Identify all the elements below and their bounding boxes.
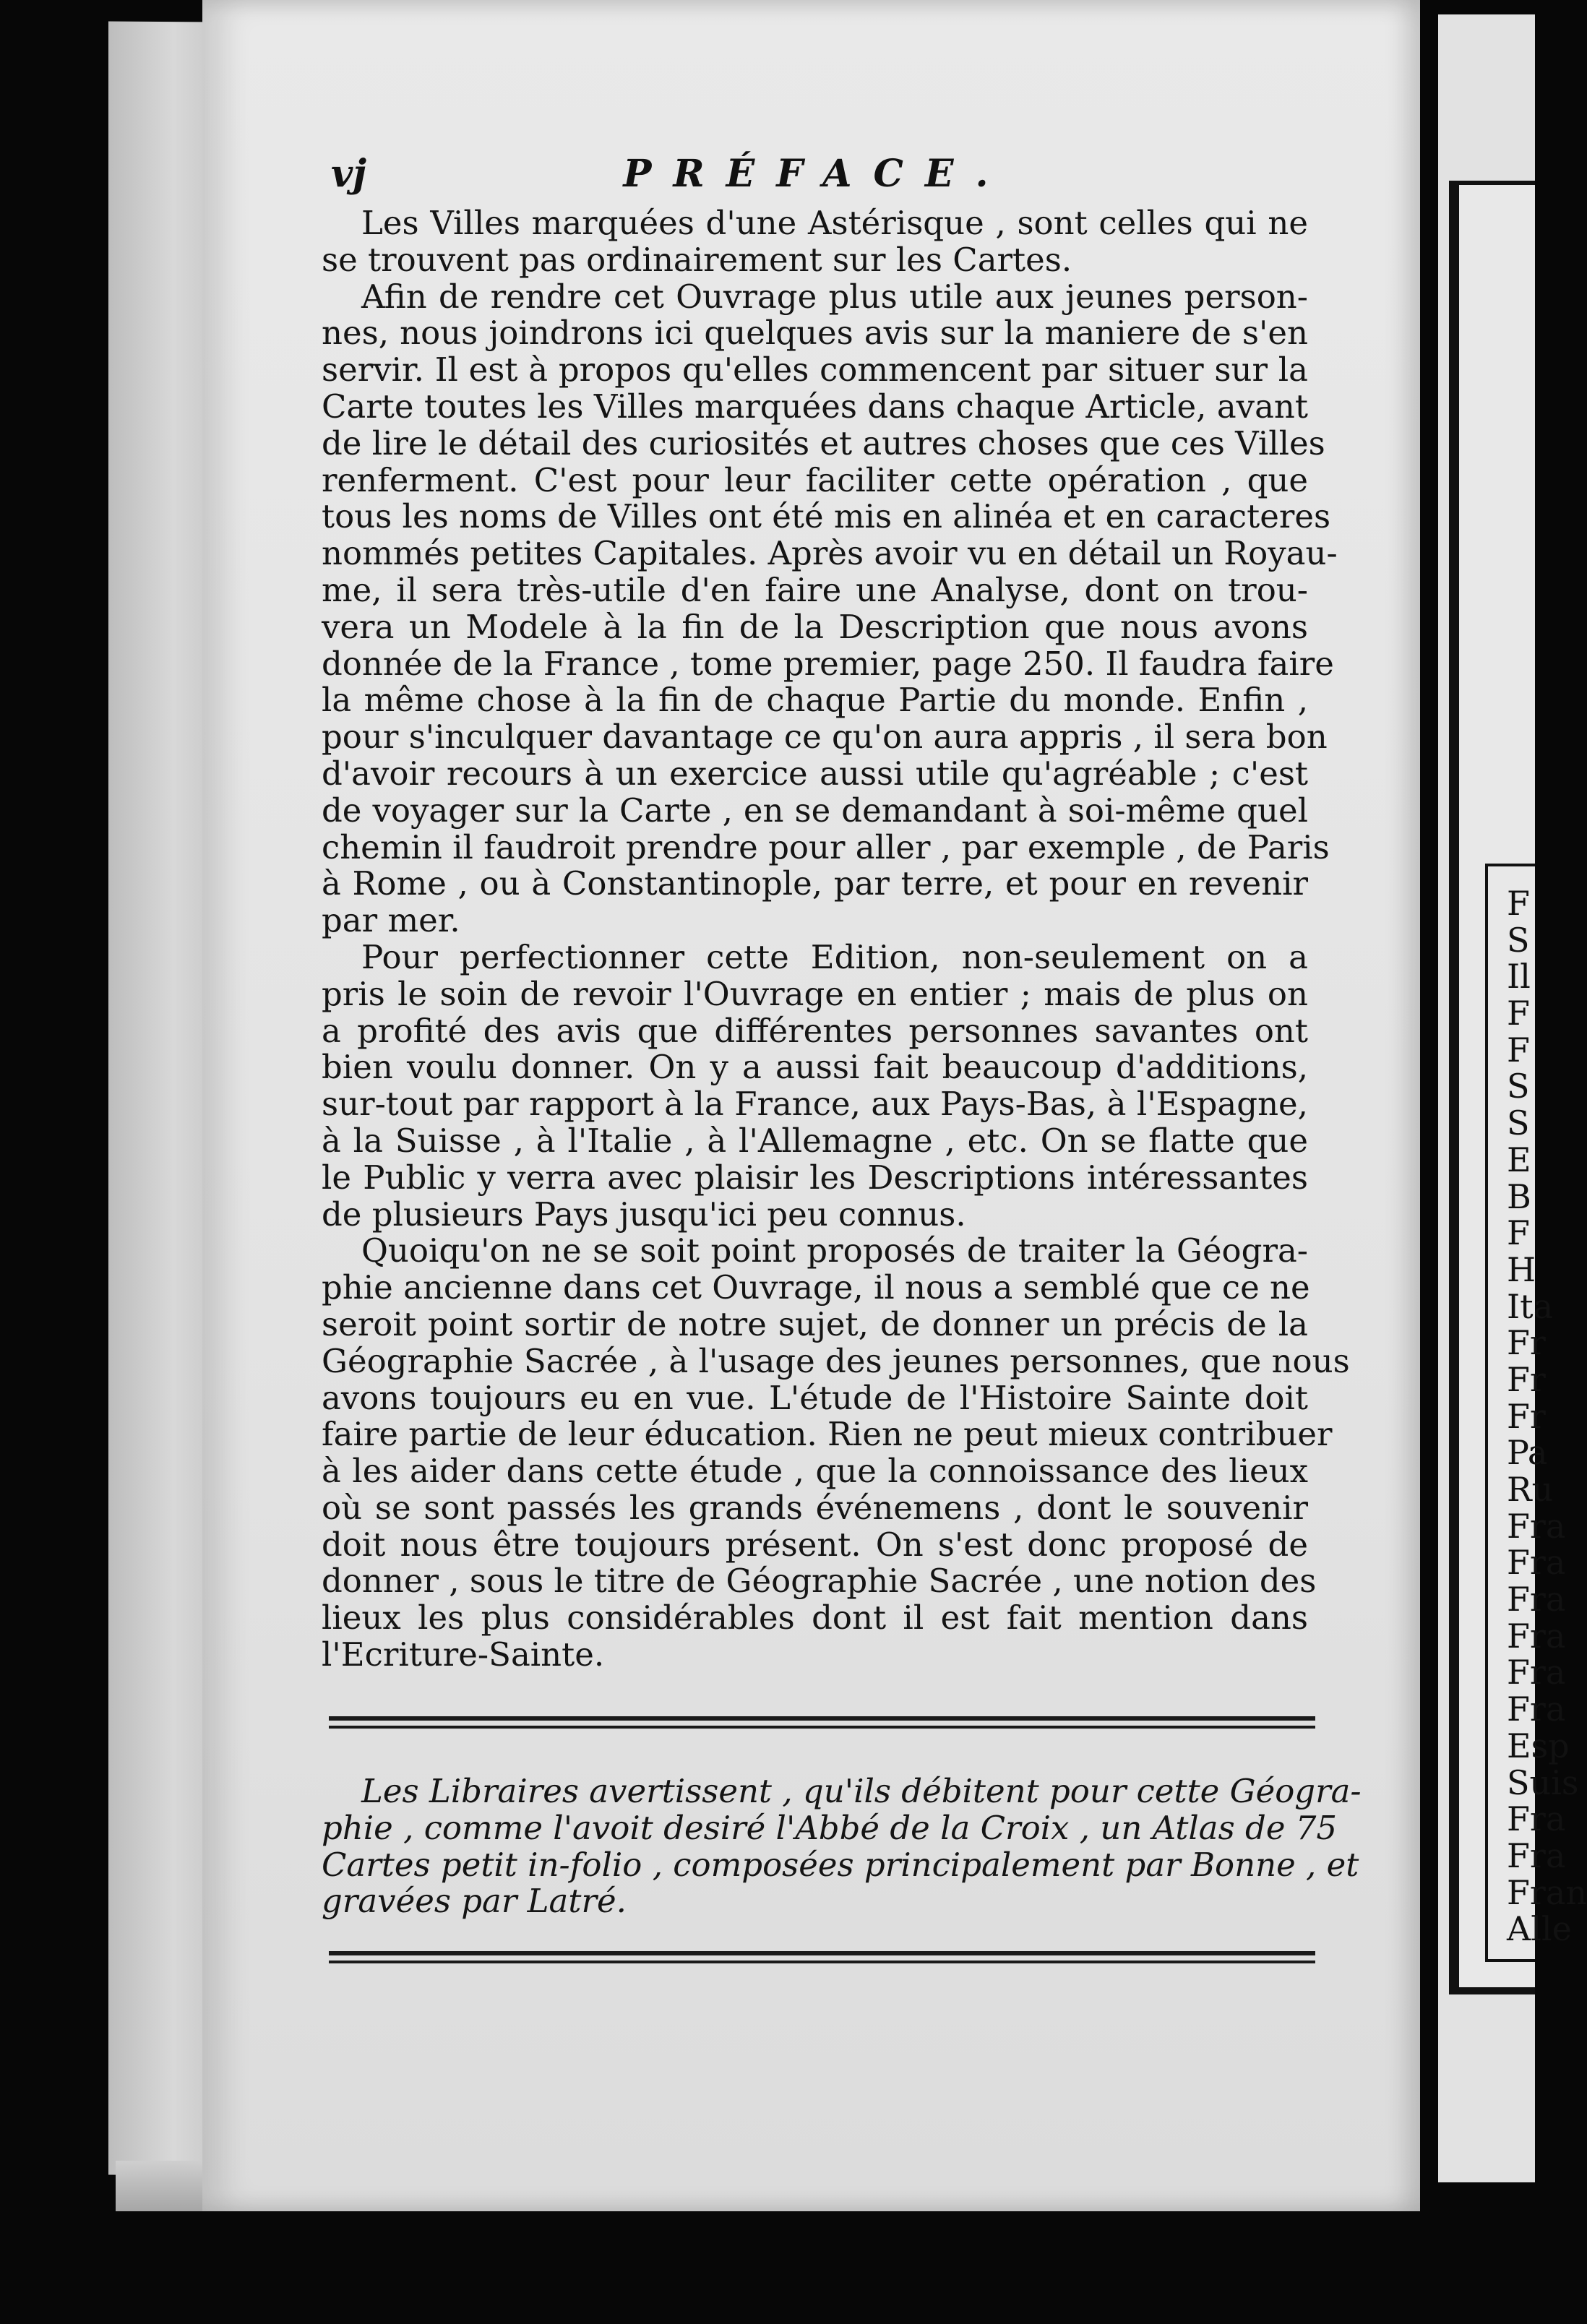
facing-page-fragment: H [1507, 1249, 1536, 1289]
text-line: avons toujours eu en vue. L'étude de l'Histoire Sainte doit [322, 1378, 1308, 1417]
notice-line: Cartes petit in-folio , composées principalement par Bonne , et [322, 1845, 1359, 1884]
booksellers-notice [322, 1772, 1362, 1921]
facing-page-fragment: F [1507, 1213, 1530, 1253]
facing-page-fragment: Fr [1507, 1396, 1546, 1436]
text-line: phie ancienne dans cet Ouvrage, il nous a semblé que ce ne [322, 1268, 1310, 1307]
separator-rule-top [329, 1716, 1315, 1729]
facing-page-fragment: S [1507, 1067, 1530, 1106]
text-line: seroit point sortir de notre sujet, de donner un précis de la [322, 1304, 1308, 1343]
text-line: de plusieurs Pays jusqu'ici peu connus. [322, 1195, 966, 1234]
facing-page-fragment: S [1507, 920, 1530, 960]
text-line: Géographie Sacrée , à l'usage des jeunes personnes, que nous [322, 1341, 1350, 1380]
facing-page-fragment: F [1507, 994, 1530, 1033]
text-line: Pour perfectionner cette Edition, non-seulement on a [361, 937, 1308, 976]
text-line: Quoiqu'on ne se soit point proposés de traiter la Géogra- [361, 1231, 1308, 1270]
preface-body [322, 204, 1350, 1674]
notice-line: Les Libraires avertissent , qu'ils débitent pour cette Géogra- [361, 1772, 1362, 1810]
facing-page-fragment: B [1507, 1176, 1531, 1216]
facing-page-fragment: Alle [1507, 1909, 1572, 1949]
notice-line: gravées par Latré. [322, 1882, 627, 1921]
facing-page-fragment: Fra [1507, 1690, 1566, 1729]
facing-page-fragment: F [1507, 884, 1530, 923]
text-line: doit nous être toujours présent. On s'est donc proposé de [322, 1525, 1308, 1564]
facing-page-fragment: Fra [1507, 1543, 1566, 1583]
text-line: nommés petites Capitales. Après avoir vu en détail un Royau- [322, 534, 1338, 573]
text-line: tous les noms de Villes ont été mis en alinéa et en caracteres [322, 497, 1331, 536]
text-line: où se sont passés les grands événemens , dont le souvenir [322, 1488, 1308, 1527]
text-line: la même chose à la fin de chaque Partie du monde. Enfin , [322, 681, 1308, 720]
text-line: de voyager sur la Carte , en se demandant à soi-même quel [322, 791, 1308, 830]
facing-page-fragment: Suis [1507, 1763, 1579, 1802]
facing-page-fragment: Fra [1507, 1835, 1566, 1875]
text-line: renferment. C'est pour leur faciliter cette opération , que [322, 460, 1308, 499]
text-line: par mer. [322, 901, 460, 940]
text-line: bien voulu donner. On y a aussi fait beaucoup d'additions, [322, 1048, 1308, 1087]
text-line: chemin il faudroit prendre pour aller , par exemple , de Paris [322, 827, 1330, 866]
text-line: lieux les plus considérables dont il est fait mention dans [322, 1598, 1308, 1637]
facing-page-fragment: Fra [1507, 1653, 1566, 1692]
text-line: Carte toutes les Villes marquées dans chaque Article, avant [322, 387, 1308, 426]
folio-number: vj [331, 152, 367, 196]
facing-page-fragment: E [1507, 1140, 1531, 1179]
text-line: de lire le détail des curiosités et autres choses que ces Villes [322, 423, 1325, 462]
text-line: vera un Modele à la fin de la Description que nous avons [322, 607, 1308, 646]
text-line: à la Suisse , à l'Italie , à l'Allemagne , etc. On se flatte que [322, 1121, 1308, 1160]
facing-page-fragments [1507, 884, 1587, 1949]
text-line: sur-tout par rapport à la France, aux Pays-Bas, à l'Espagne, [322, 1085, 1308, 1124]
facing-page-fragment: Pa [1507, 1433, 1548, 1473]
facing-page-fragment: Fra [1507, 1580, 1566, 1619]
text-line: donner , sous le titre de Géographie Sacrée , une notion des [322, 1562, 1317, 1601]
facing-page-fragment: Fran [1507, 1872, 1587, 1912]
text-line: faire partie de leur éducation. Rien ne peut mieux contribuer [322, 1415, 1333, 1454]
facing-page-fragment: Il [1507, 957, 1531, 997]
text-line: pris le soin de revoir l'Ouvrage en entier ; mais de plus on [322, 974, 1308, 1013]
facing-page-fragment: S [1507, 1103, 1530, 1143]
facing-page-fragment: Esp [1507, 1726, 1570, 1765]
facing-page-fragment: Fr [1507, 1359, 1546, 1399]
text-line: se trouvent pas ordinairement sur les Cartes. [322, 240, 1072, 279]
text-line: donnée de la France , tome premier, page 250. Il faudra faire [322, 644, 1334, 683]
notice-line: phie , comme l'avoit desiré l'Abbé de la Croix , un Atlas de 75 [322, 1808, 1338, 1847]
running-title: PRÉFACE. [623, 152, 1010, 196]
page-header [318, 152, 1315, 202]
text-line: le Public y verra avec plaisir les Descriptions intéressantes [322, 1158, 1308, 1197]
facing-page-fragment: Ru [1507, 1470, 1554, 1509]
facing-page-fragment: Fra [1507, 1799, 1566, 1839]
left-gutter [108, 21, 217, 2175]
facing-page-fragment: Ita [1507, 1286, 1554, 1326]
text-line: a profité des avis que différentes personnes savantes ont [322, 1011, 1308, 1050]
text-line: à Rome , ou à Constantinople, par terre, et pour en revenir [322, 864, 1308, 903]
separator-rule-bottom [329, 1951, 1315, 1963]
text-line: Les Villes marquées d'une Astérisque , sont celles qui ne [361, 204, 1308, 242]
facing-page-fragment: Fr [1507, 1323, 1546, 1363]
text-line: Afin de rendre cet Ouvrage plus utile aux jeunes person- [361, 277, 1308, 316]
text-line: servir. Il est à propos qu'elles commencent par situer sur la [322, 350, 1308, 390]
text-line: à les aider dans cette étude , que la connoissance des lieux [322, 1452, 1308, 1491]
text-line: nes, nous joindrons ici quelques avis sur la maniere de s'en [322, 314, 1308, 353]
text-line: pour s'inculquer davantage ce qu'on aura appris , il sera bon [322, 718, 1328, 757]
facing-page-fragment: Fra [1507, 1616, 1566, 1656]
text-line: me, il sera très-utile d'en faire une Analyse, dont on trou- [322, 570, 1308, 609]
text-line: d'avoir recours à un exercice aussi utile qu'agréable ; c'est [322, 754, 1308, 793]
text-line: l'Ecriture-Sainte. [322, 1635, 605, 1674]
facing-page-fragment: Fra [1507, 1506, 1566, 1546]
facing-page-fragment: F [1507, 1030, 1530, 1070]
